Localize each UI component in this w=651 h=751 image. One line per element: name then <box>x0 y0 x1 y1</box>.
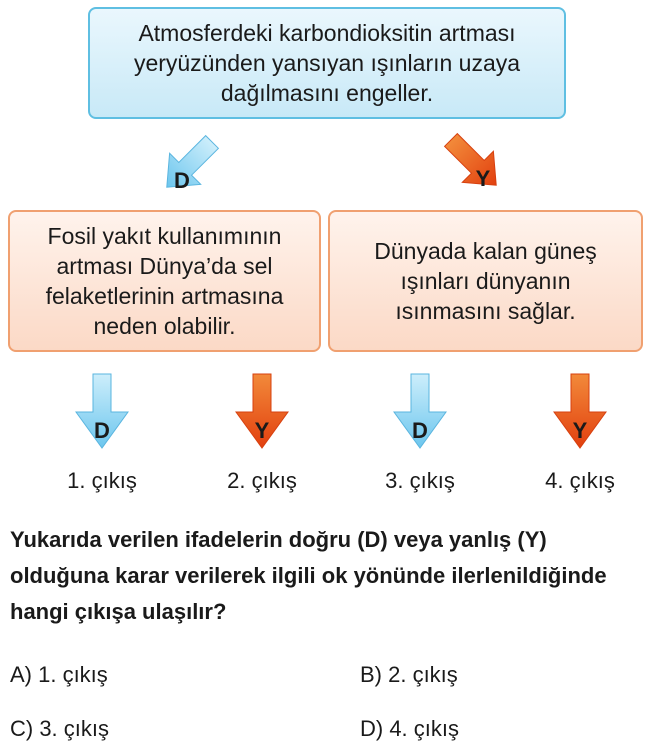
y-arrow-exit-2 <box>232 372 292 452</box>
exit-4-label: 4. çıkış <box>545 468 615 493</box>
option-d[interactable]: D) 4. çıkış <box>360 716 460 741</box>
y-arrow-top-right-label: Y <box>475 166 491 191</box>
d-arrow-exit-3 <box>390 372 450 452</box>
top-statement-box <box>88 7 566 119</box>
d-arrow-top-left <box>150 130 230 200</box>
y-arrow-exit-4-label: Y <box>572 418 588 443</box>
question-text: Yukarıda verilen ifadelerin doğru (D) veya yanlış (Y) olduğuna karar verilerek ilgili ok yönünde ilerlenildiğinde hangi çıkışa ulaşılır? <box>10 527 607 624</box>
d-arrow-top-left-label: D <box>174 168 190 193</box>
exit-2-label: 2. çıkış <box>227 468 297 493</box>
top-statement-text: Atmosferdeki karbondioksitin artması yeryüzünden yansıyan ışınların uzaya dağılmasını engeller. <box>133 20 521 106</box>
left-statement-box <box>8 210 321 352</box>
d-arrow-exit-1-label: D <box>94 418 110 443</box>
option-c[interactable]: C) 3. çıkış <box>10 716 110 741</box>
d-arrow-exit-1 <box>72 372 132 452</box>
left-statement-text: Fosil yakıt kullanımının artması Dünya’da sel felaketlerinin artmasına neden olabilir. <box>45 223 284 339</box>
y-arrow-top-right <box>435 130 515 200</box>
right-statement-box <box>328 210 643 352</box>
y-arrow-exit-2-label: Y <box>254 418 270 443</box>
y-arrow-exit-4 <box>550 372 610 452</box>
exit-1-label: 1. çıkış <box>67 468 137 493</box>
option-a[interactable]: A) 1. çıkış <box>10 662 108 687</box>
option-b[interactable]: B) 2. çıkış <box>360 662 458 687</box>
d-arrow-exit-3-label: D <box>412 418 428 443</box>
right-statement-text: Dünyada kalan güneş ışınları dünyanın ısınmasını sağlar. <box>374 238 597 324</box>
exit-3-label: 3. çıkış <box>385 468 455 493</box>
